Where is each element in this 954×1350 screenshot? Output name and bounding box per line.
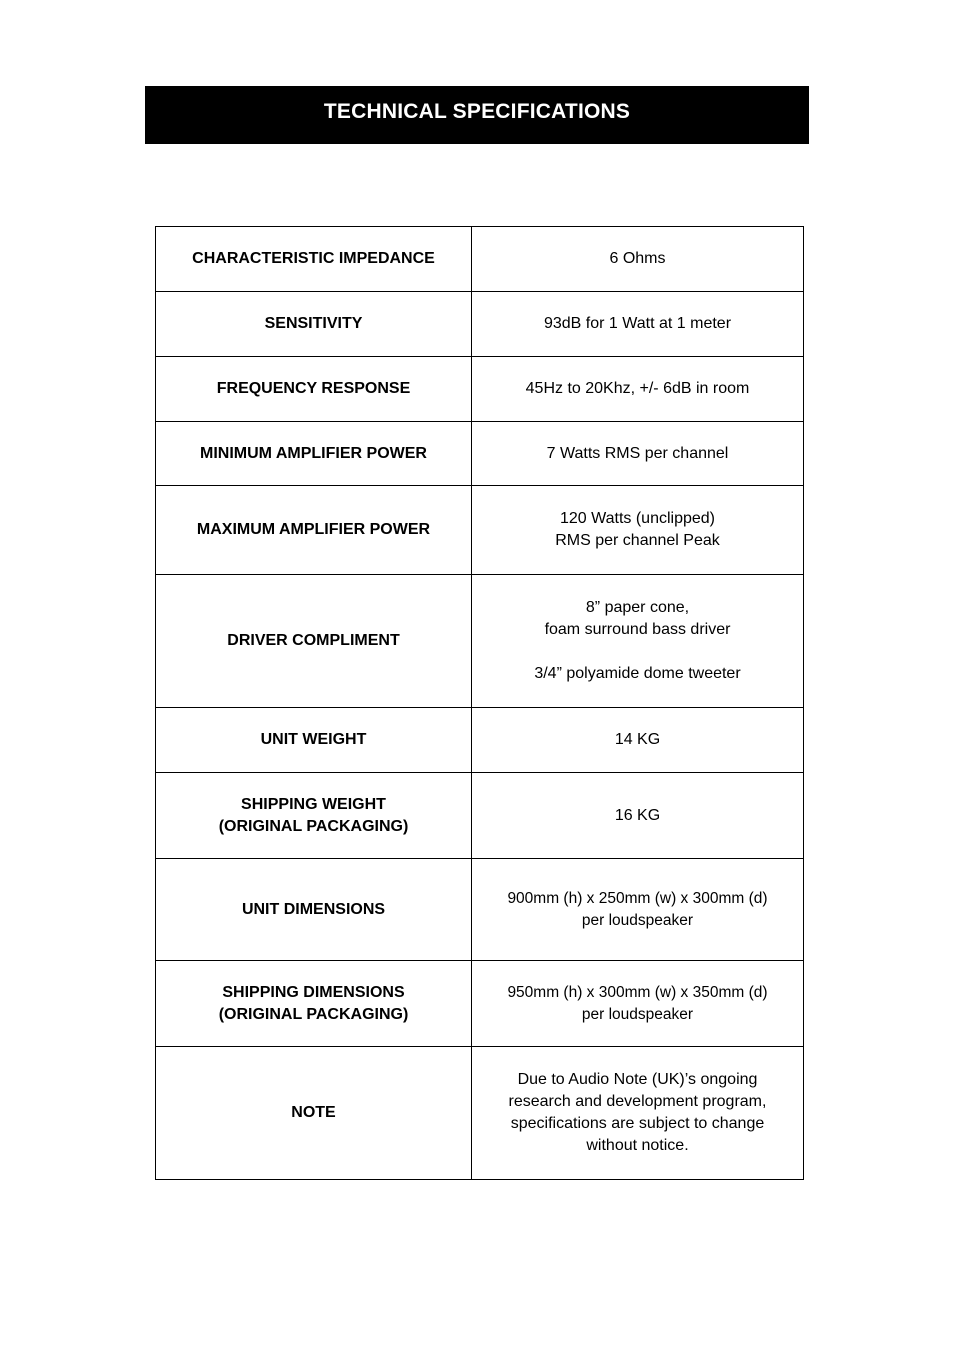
spec-value-line: 900mm (h) x 250mm (w) x 300mm (d) (507, 889, 768, 907)
spec-value (472, 708, 804, 773)
spec-row-unit-weight (156, 708, 804, 773)
spec-value-line: 8” paper cone, (585, 599, 690, 616)
spec-label (156, 1047, 472, 1180)
spec-label-line: UNIT DIMENSIONS (241, 900, 386, 918)
spec-label (156, 773, 472, 859)
spec-row-note (156, 1047, 804, 1180)
spec-label-line: DRIVER COMPLIMENT (227, 632, 400, 649)
spec-label-line: SHIPPING WEIGHT (241, 795, 386, 813)
spec-label-line: CHARACTERISTIC IMPEDANCE (192, 250, 435, 267)
spec-label-line: SHIPPING DIMENSIONS (222, 983, 405, 1001)
page-title: TECHNICAL SPECIFICATIONS (323, 100, 631, 123)
spec-value-line: 950mm (h) x 300mm (w) x 350mm (d) (507, 983, 768, 1001)
spec-value (472, 575, 804, 708)
spec-value-line: 93dB for 1 Watt at 1 meter (543, 315, 732, 332)
spec-row-characteristic-impedance (156, 227, 804, 292)
spec-row-shipping-weight (156, 773, 804, 859)
spec-value (472, 961, 804, 1047)
spec-label-line: UNIT WEIGHT (260, 731, 367, 748)
spec-value (472, 357, 804, 422)
spec-value-line: 14 KG (614, 731, 661, 748)
spec-row-frequency-response (156, 357, 804, 422)
spec-value (472, 486, 804, 575)
spec-value-line: 45Hz to 20Khz, +/- 6dB in room (525, 380, 750, 397)
spec-label-line: (ORIGINAL PACKAGING) (218, 817, 409, 835)
spec-label-line: MINIMUM AMPLIFIER POWER (200, 444, 427, 462)
spec-value-line: 6 Ohms (609, 250, 666, 267)
spec-value (472, 227, 804, 292)
title-banner (145, 86, 809, 144)
spec-label (156, 486, 472, 575)
spec-value-line: 7 Watts RMS per channel (546, 444, 729, 462)
specifications-table (155, 226, 804, 1180)
paragraph-gap (484, 641, 791, 663)
spec-label-line: SENSITIVITY (264, 315, 363, 332)
spec-label-line: FREQUENCY RESPONSE (216, 380, 411, 397)
spec-label (156, 357, 472, 422)
spec-label-line: (ORIGINAL PACKAGING) (218, 1005, 409, 1023)
spec-row-maximum-amplifier-power (156, 486, 804, 575)
spec-value (472, 773, 804, 859)
spec-value-line: specifications are subject to change (510, 1115, 765, 1132)
spec-label-line: NOTE (291, 1104, 336, 1121)
spec-row-minimum-amplifier-power (156, 422, 804, 486)
spec-value-line: foam surround bass driver (544, 621, 731, 638)
spec-label (156, 227, 472, 292)
spec-value-line: 3/4” polyamide dome tweeter (534, 665, 741, 682)
spec-value-line: per loudspeaker (581, 911, 694, 929)
spec-row-driver-compliment (156, 575, 804, 708)
spec-label-line: MAXIMUM AMPLIFIER POWER (196, 521, 431, 538)
spec-value (472, 1047, 804, 1180)
spec-row-shipping-dimensions (156, 961, 804, 1047)
spec-value-line: Due to Audio Note (UK)’s ongoing (517, 1071, 758, 1088)
spec-row-unit-dimensions (156, 859, 804, 961)
spec-value-line: research and development program, (508, 1093, 767, 1110)
spec-value (472, 859, 804, 961)
spec-value (472, 422, 804, 486)
spec-label (156, 292, 472, 357)
spec-value-line: RMS per channel Peak (555, 532, 720, 549)
spec-value-line: per loudspeaker (581, 1005, 694, 1023)
spec-value-line: without notice. (586, 1137, 689, 1154)
spec-label (156, 575, 472, 708)
spec-label (156, 961, 472, 1047)
spec-label (156, 708, 472, 773)
spec-label (156, 859, 472, 961)
spec-value-line: 120 Watts (unclipped) (559, 510, 716, 527)
spec-label (156, 422, 472, 486)
spec-row-sensitivity (156, 292, 804, 357)
spec-value (472, 292, 804, 357)
spec-value-line: 16 KG (614, 806, 661, 824)
